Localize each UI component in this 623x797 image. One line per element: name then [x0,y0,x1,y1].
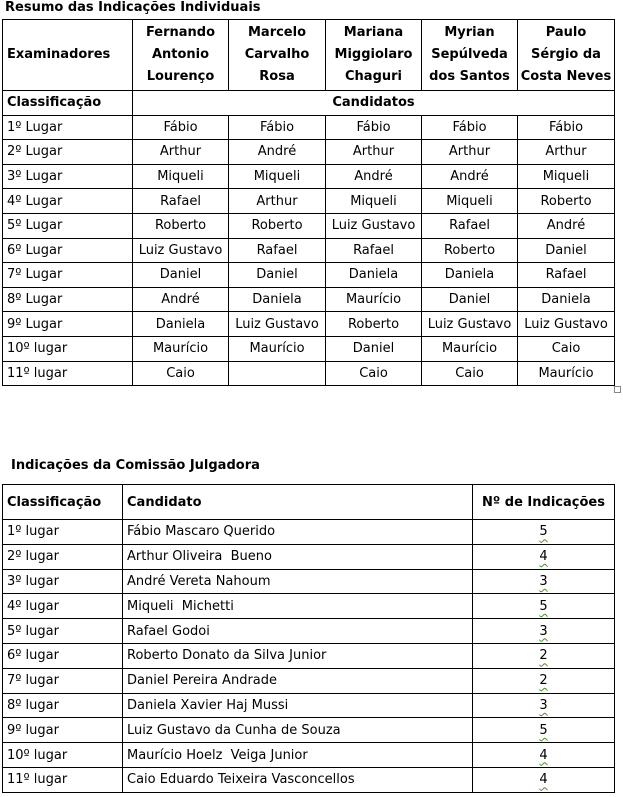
examiner-name: Fernando Antonio Lourenço [133,20,229,91]
indication-count: 3 [539,697,548,713]
place-cell: 9º Lugar [3,312,133,337]
committee-row [3,619,615,644]
ranking-row [3,213,615,238]
indication-count: 5 [539,722,548,738]
place-cell: 11º lugar [3,361,133,386]
candidate-name-cell: Caio Eduardo Teixeira Vasconcellos [123,767,473,792]
candidate-pick-cell: André [133,287,229,312]
candidate-pick-cell: Daniela [133,312,229,337]
header-indication-count: Nº de Indicações [473,485,615,520]
candidate-pick-cell: Roberto [229,213,326,238]
candidate-name-cell: Arthur Oliveira Bueno [123,544,473,569]
committee-row [3,767,615,792]
candidate-pick-cell: Roberto [422,238,518,263]
classification-subheader-row [3,91,615,116]
committee-row [3,668,615,693]
candidate-pick-cell: Fábio [133,115,229,140]
section2-title: Indicações da Comissão Julgadora [11,458,260,473]
ranking-row [3,287,615,312]
candidate-pick-cell: Daniel [229,263,326,288]
candidate-pick-cell: Caio [422,361,518,386]
candidate-pick-cell: Fábio [229,115,326,140]
candidate-pick-cell: Miqueli [133,164,229,189]
candidate-pick-cell: Luiz Gustavo [326,213,422,238]
indication-count-cell [473,643,615,668]
individual-indications-table [2,19,615,386]
candidate-pick-cell: Roberto [518,189,615,214]
ranking-row [3,336,615,361]
committee-row [3,743,615,768]
indication-count: 3 [539,623,548,639]
examiners-header-row [3,20,615,91]
candidate-pick-cell: Daniela [229,287,326,312]
candidate-pick-cell: Daniel [326,336,422,361]
place-cell: 8º lugar [3,693,123,718]
committee-row [3,544,615,569]
candidate-pick-cell: Luiz Gustavo [518,312,615,337]
examiner-name: Paulo Sérgio da Costa Neves [518,20,615,91]
candidate-pick-cell: Rafael [229,238,326,263]
ranking-row [3,164,615,189]
candidate-pick-cell: Daniela [518,287,615,312]
place-cell: 4º Lugar [3,189,133,214]
candidate-pick-cell: Daniela [422,263,518,288]
candidate-name-cell: Luiz Gustavo da Cunha de Souza [123,718,473,743]
indication-count-cell [473,743,615,768]
ranking-row [3,312,615,337]
committee-header-row [3,485,615,520]
place-cell: 10º lugar [3,743,123,768]
candidate-pick-cell: Caio [133,361,229,386]
indication-count-cell [473,693,615,718]
indication-count-cell [473,767,615,792]
ranking-row [3,140,615,165]
candidate-pick-cell: Maurício [133,336,229,361]
indication-count: 3 [539,573,548,589]
place-cell: 5º Lugar [3,213,133,238]
candidate-pick-cell: Rafael [133,189,229,214]
indication-count: 4 [539,772,548,788]
candidate-name-cell: Maurício Hoelz Veiga Junior [123,743,473,768]
committee-row [3,594,615,619]
candidate-pick-cell: André [229,140,326,165]
candidate-pick-cell: Miqueli [229,164,326,189]
candidate-pick-cell: Roberto [133,213,229,238]
committee-row [3,643,615,668]
candidate-name-cell: Daniel Pereira Andrade [123,668,473,693]
candidates-span-label: Candidatos [133,91,615,116]
place-cell: 1º Lugar [3,115,133,140]
indication-count: 5 [539,598,548,614]
ranking-row [3,238,615,263]
header-classification: Classificação [3,485,123,520]
indication-count: 2 [539,673,548,689]
indication-count-cell [473,520,615,545]
candidate-pick-cell: Fábio [326,115,422,140]
candidate-pick-cell: Maurício [326,287,422,312]
candidate-pick-cell: Maurício [518,361,615,386]
indication-count: 2 [539,648,548,664]
place-cell: 7º Lugar [3,263,133,288]
committee-row [3,569,615,594]
candidate-pick-cell: Miqueli [326,189,422,214]
indication-count: 5 [539,524,548,540]
candidate-pick-cell: André [422,164,518,189]
candidate-pick-cell: Rafael [518,263,615,288]
candidate-pick-cell [229,361,326,386]
candidate-pick-cell: Roberto [326,312,422,337]
examiner-name: Myrian Sepúlveda dos Santos [422,20,518,91]
candidate-pick-cell: Arthur [133,140,229,165]
indication-count-cell [473,668,615,693]
indication-count-cell [473,619,615,644]
candidate-pick-cell: Daniel [422,287,518,312]
indication-count-cell [473,569,615,594]
candidate-pick-cell: Fábio [518,115,615,140]
place-cell: 5º lugar [3,619,123,644]
place-cell: 4º lugar [3,594,123,619]
candidate-name-cell: Rafael Godoi [123,619,473,644]
candidate-pick-cell: Miqueli [518,164,615,189]
candidate-pick-cell: Arthur [422,140,518,165]
place-cell: 11º lugar [3,767,123,792]
candidate-pick-cell: Fábio [422,115,518,140]
committee-indications-table [2,484,615,793]
ranking-row [3,263,615,288]
place-cell: 7º lugar [3,668,123,693]
place-cell: 6º Lugar [3,238,133,263]
candidate-pick-cell: Daniela [326,263,422,288]
candidate-pick-cell: Daniel [518,238,615,263]
place-cell: 8º Lugar [3,287,133,312]
committee-row [3,693,615,718]
candidate-name-cell: Miqueli Michetti [123,594,473,619]
ranking-row [3,115,615,140]
candidate-pick-cell: Rafael [326,238,422,263]
candidate-name-cell: Daniela Xavier Haj Mussi [123,693,473,718]
classification-label: Classificação [3,91,133,116]
table-resize-handle[interactable] [614,386,621,393]
indication-count: 4 [539,747,548,763]
header-candidate: Candidato [123,485,473,520]
ranking-row [3,361,615,386]
examiner-name: Marcelo Carvalho Rosa [229,20,326,91]
candidate-name-cell: Roberto Donato da Silva Junior [123,643,473,668]
place-cell: 6º lugar [3,643,123,668]
candidate-pick-cell: Rafael [422,213,518,238]
candidate-pick-cell: André [518,213,615,238]
candidate-pick-cell: Luiz Gustavo [422,312,518,337]
candidate-name-cell: Fábio Mascaro Querido [123,520,473,545]
candidate-pick-cell: Daniel [133,263,229,288]
indication-count-cell [473,544,615,569]
section1-title: Resumo das Indicações Individuais [5,0,261,15]
candidate-pick-cell: Maurício [229,336,326,361]
place-cell: 3º lugar [3,569,123,594]
committee-row [3,520,615,545]
examiner-name: Mariana Miggiolaro Chaguri [326,20,422,91]
ranking-row [3,189,615,214]
candidate-pick-cell: Arthur [326,140,422,165]
indication-count: 4 [539,549,548,565]
examiners-header-label: Examinadores [3,20,133,91]
candidate-name-cell: André Vereta Nahoum [123,569,473,594]
place-cell: 2º lugar [3,544,123,569]
candidate-pick-cell: Maurício [422,336,518,361]
place-cell: 1º lugar [3,520,123,545]
candidate-pick-cell: Arthur [229,189,326,214]
candidate-pick-cell: Caio [518,336,615,361]
indication-count-cell [473,718,615,743]
place-cell: 2º Lugar [3,140,133,165]
candidate-pick-cell: Luiz Gustavo [133,238,229,263]
candidate-pick-cell: Luiz Gustavo [229,312,326,337]
place-cell: 9º lugar [3,718,123,743]
place-cell: 3º Lugar [3,164,133,189]
candidate-pick-cell: Caio [326,361,422,386]
candidate-pick-cell: André [326,164,422,189]
committee-row [3,718,615,743]
place-cell: 10º lugar [3,336,133,361]
candidate-pick-cell: Miqueli [422,189,518,214]
indication-count-cell [473,594,615,619]
candidate-pick-cell: Arthur [518,140,615,165]
